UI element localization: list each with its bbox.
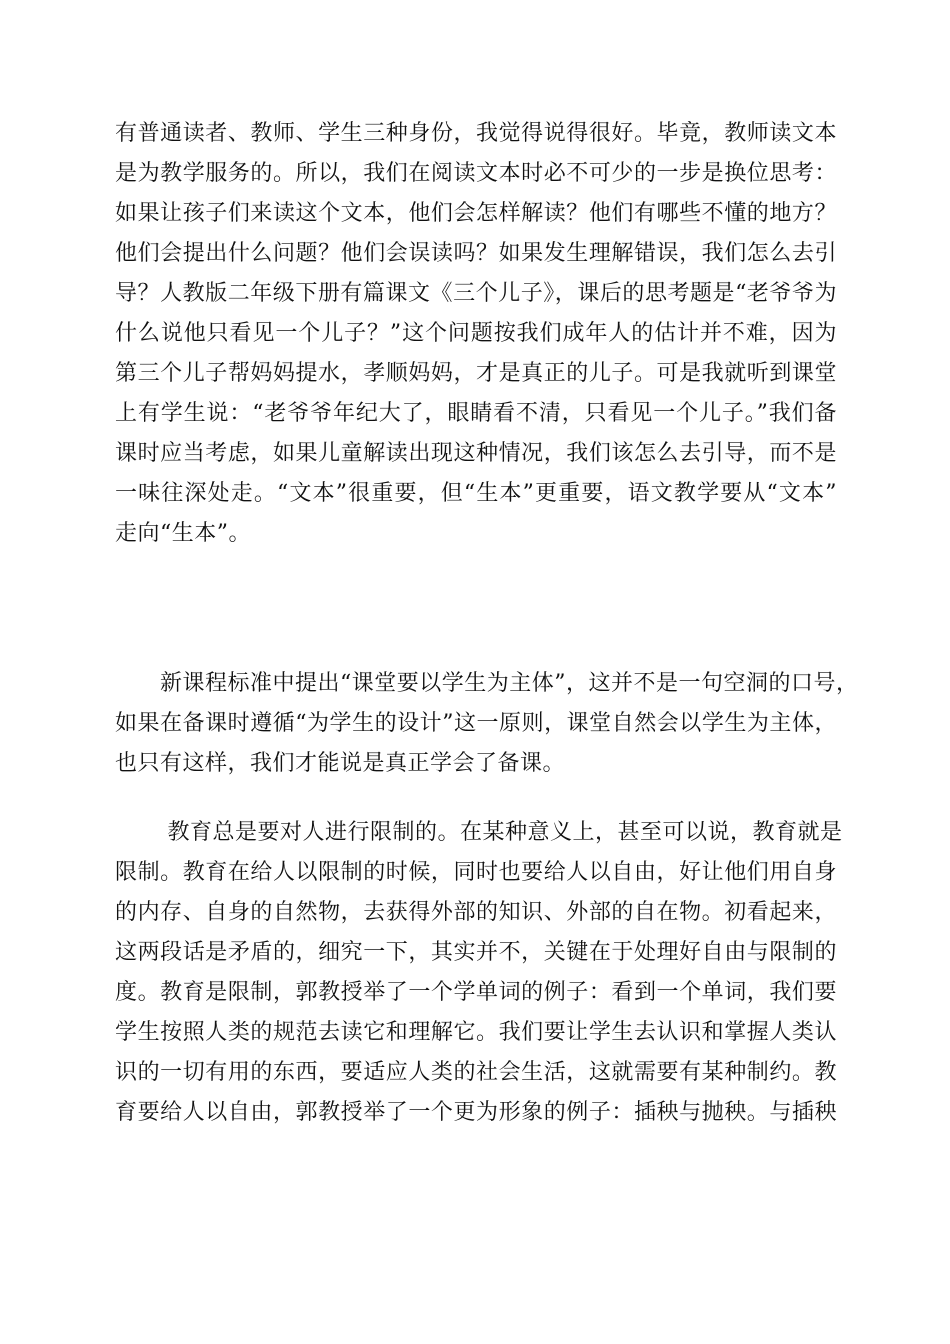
paragraph-education-limits bbox=[115, 813, 843, 1133]
text-line: 第三个儿子帮妈妈提水，孝顺妈妈，才是真正的儿子。可是我就听到课堂 bbox=[115, 361, 837, 386]
text-line: 这两段话是矛盾的，细究一下，其实并不，关键在于处理好自由与限制的 bbox=[115, 940, 837, 965]
text-line: 如果在备课时遵循“为学生的设计”这一原则，课堂自然会以学生为主体， bbox=[115, 711, 837, 736]
text-line: 育要给人以自由，郭教授举了一个更为形象的例子：插秧与抛秧。与插秧 bbox=[115, 1100, 837, 1125]
text-line: 的内存、自身的自然物，去获得外部的知识、外部的自在物。初看起来， bbox=[115, 900, 837, 925]
text-line: 如果让孩子们来读这个文本，他们会怎样解读？他们有哪些不懂的地方？ bbox=[115, 201, 837, 226]
text-line: 上有学生说：“老爷爷年纪大了，眼睛看不清，只看见一个儿子。”我们备 bbox=[115, 401, 837, 426]
text-line: 课时应当考虑，如果儿童解读出现这种情况，我们该怎么去引导，而不是 bbox=[115, 441, 837, 466]
text-line: 教育总是要对人进行限制的。在某种意义上，甚至可以说，教育就是 bbox=[115, 820, 843, 845]
text-line: 走向“生本”。 bbox=[115, 521, 251, 546]
text-line: 新课程标准中提出“课堂要以学生为主体”，这并不是一句空洞的口号， bbox=[115, 671, 859, 696]
paragraph-student-centered bbox=[115, 664, 859, 784]
text-line: 一味往深处走。“文本”很重要，但“生本”更重要，语文教学要从“文本” bbox=[115, 481, 837, 506]
text-line: 导？人教版二年级下册有篇课文《三个儿子》，课后的思考题是“老爷爷为 bbox=[115, 281, 837, 306]
text-line: 有普通读者、教师、学生三种身份，我觉得说得很好。毕竟，教师读文本 bbox=[115, 121, 837, 146]
text-line: 学生按照人类的规范去读它和理解它。我们要让学生去认识和掌握人类认 bbox=[115, 1020, 837, 1045]
paragraph-student-perspective bbox=[115, 114, 837, 554]
text-line: 度。教育是限制，郭教授举了一个学单词的例子：看到一个单词，我们要 bbox=[115, 980, 837, 1005]
text-line: 识的一切有用的东西，要适应人类的社会生活，这就需要有某种制约。教 bbox=[115, 1060, 837, 1085]
text-line: 什么说他只看见一个儿子？”这个问题按我们成年人的估计并不难，因为 bbox=[115, 321, 837, 346]
text-line: 他们会提出什么问题？他们会误读吗？如果发生理解错误，我们怎么去引 bbox=[115, 241, 837, 266]
text-line: 是为教学服务的。所以，我们在阅读文本时必不可少的一步是换位思考： bbox=[115, 161, 837, 186]
text-line: 限制。教育在给人以限制的时候，同时也要给人以自由，好让他们用自身 bbox=[115, 860, 837, 885]
text-line: 也只有这样，我们才能说是真正学会了备课。 bbox=[115, 751, 566, 776]
